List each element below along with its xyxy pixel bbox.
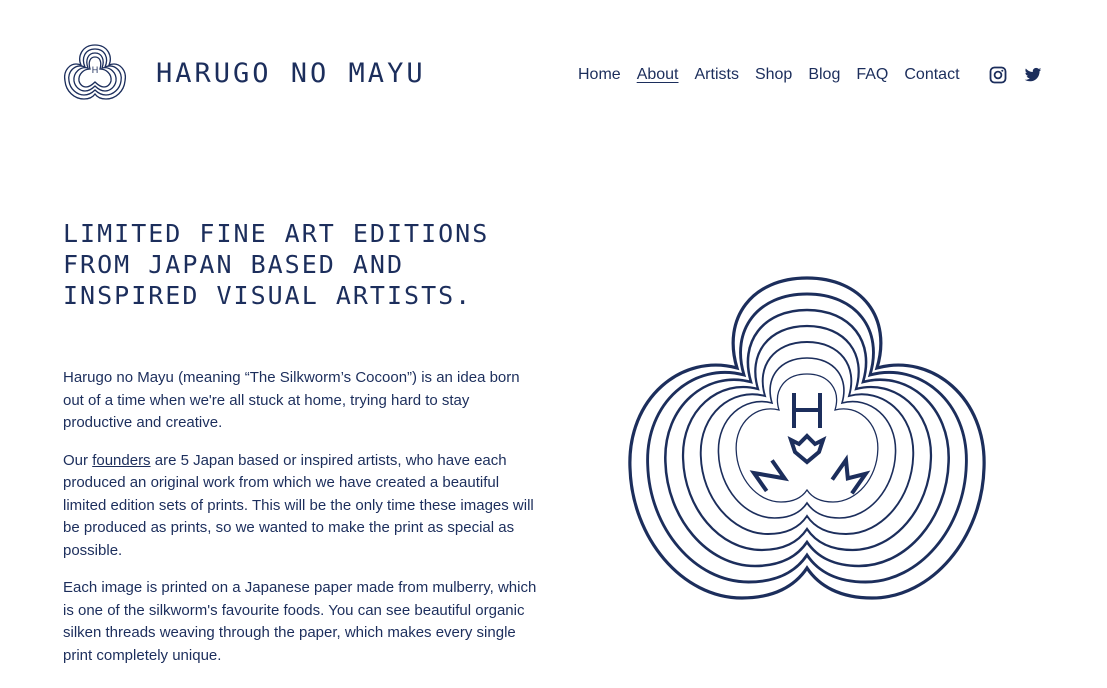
site-header — [0, 0, 1107, 150]
paragraph-founders-start: Our — [63, 451, 93, 469]
nav-shop[interactable]: Shop — [754, 66, 793, 83]
nav-faq[interactable]: FAQ — [856, 66, 889, 83]
site-title[interactable]: HARUGO NO MAYU — [156, 58, 426, 89]
nav-blog[interactable]: Blog — [808, 66, 841, 83]
paragraph-intro: Harugo no Mayu (meaning “The Silkworm’s Cocoon”) is an idea born out of a time when we're all stuck at home, trying hard to stay productive and creative. — [63, 369, 520, 431]
headline-line-3: INSPIRED VISUAL ARTISTS. — [63, 281, 473, 310]
nav-artists[interactable]: Artists — [694, 66, 739, 83]
headline-line-2: FROM JAPAN BASED AND — [63, 250, 405, 279]
paragraph-founders — [63, 450, 538, 563]
paragraph-founders-end: are 5 Japan based or inspired artists, who have each produced an original work from which we have created a beautiful limited edition sets of prints. This will be the only time these images will be produced as prints, so we wanted to make the print as special as possible. — [63, 451, 534, 559]
headline-line-1: LIMITED FINE ART EDITIONS — [63, 219, 490, 248]
logo-emblem — [622, 268, 992, 616]
page-headline — [63, 218, 583, 311]
nav-about[interactable]: About — [636, 66, 679, 83]
twitter-icon[interactable] — [1024, 66, 1042, 84]
logo[interactable] — [62, 43, 128, 105]
founders-link[interactable]: founders — [92, 451, 151, 469]
nav-home[interactable]: Home — [578, 66, 621, 83]
instagram-icon[interactable] — [989, 66, 1007, 84]
about-text — [63, 367, 538, 682]
social-links — [989, 66, 1042, 84]
logo-letter-h: H — [91, 65, 99, 75]
main-nav — [578, 66, 960, 84]
paragraph-paper: Each image is printed on a Japanese paper made from mulberry, which is one of the silkworm's favourite foods. You can see beautiful organic silken threads weaving through the paper, which makes every single print completely unique. — [63, 579, 537, 664]
nav-contact[interactable]: Contact — [904, 66, 960, 83]
